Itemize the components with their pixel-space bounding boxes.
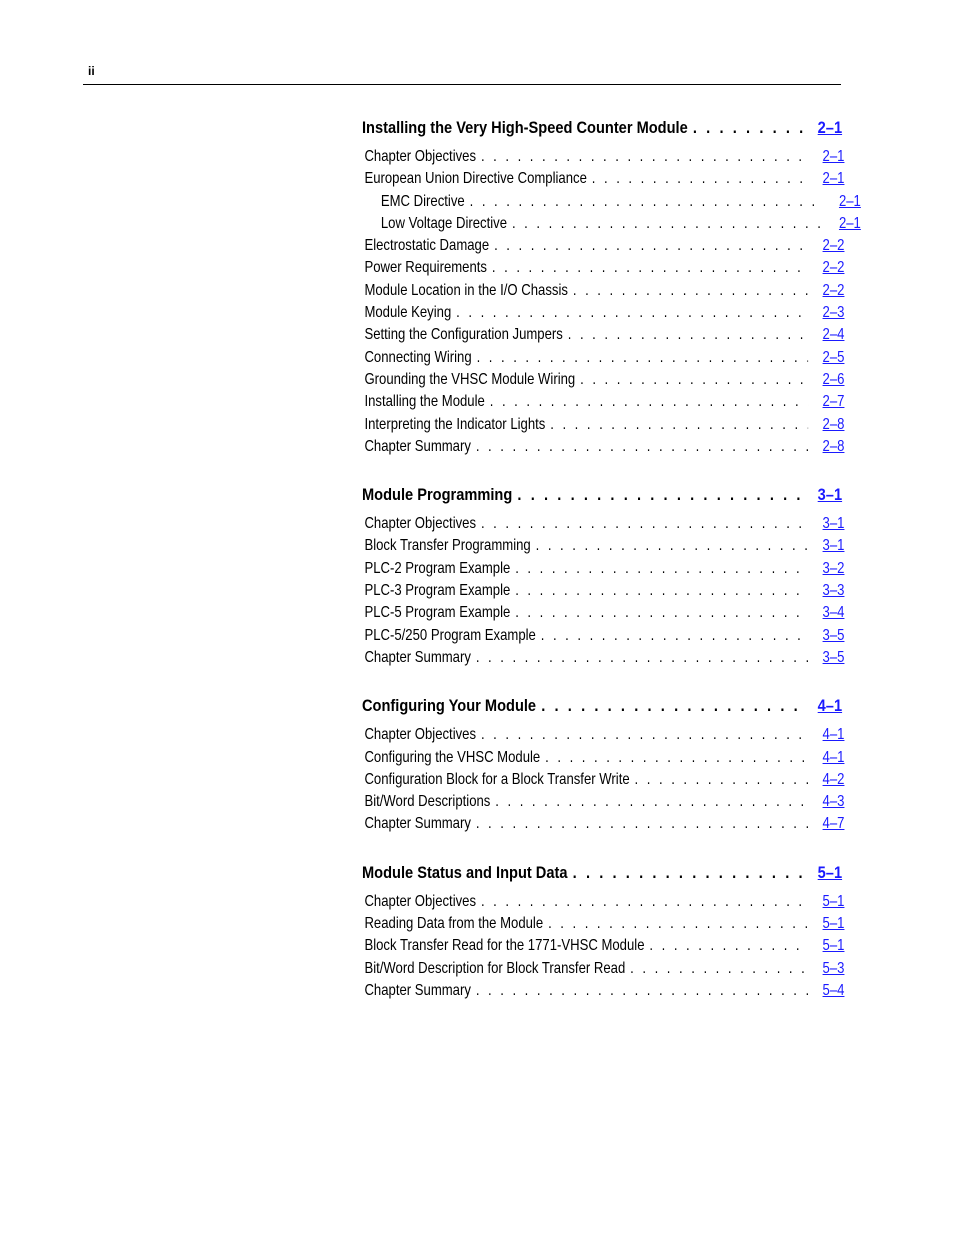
chapter-section xyxy=(362,485,845,671)
entry-page-link[interactable]: 2–8 xyxy=(822,437,845,455)
entry-title: Chapter Summary xyxy=(364,648,471,666)
dot-leader xyxy=(495,793,808,811)
chapter-title: Module Programming xyxy=(362,485,513,505)
entry-title: Block Transfer Read for the 1771-VHSC Module xyxy=(364,937,645,955)
entry-page-link[interactable]: 2–8 xyxy=(822,415,845,433)
dot-leader xyxy=(481,148,808,166)
chapter-page-link[interactable]: 5–1 xyxy=(817,862,843,882)
dot-leader xyxy=(470,193,825,211)
entry-title: Module Location in the I/O Chassis xyxy=(364,281,568,299)
table-of-contents xyxy=(362,118,861,1029)
entry-title: Interpreting the Indicator Lights xyxy=(364,415,546,433)
dot-leader xyxy=(630,960,808,978)
dot-leader xyxy=(693,118,804,138)
chapter-page-link[interactable]: 2–1 xyxy=(817,118,843,137)
entry-title: Chapter Summary xyxy=(364,815,471,833)
entry-page-link[interactable]: 3–3 xyxy=(822,582,845,600)
toc-entry xyxy=(362,148,844,170)
dot-leader xyxy=(515,604,808,622)
chapter-section xyxy=(362,118,861,460)
dot-leader xyxy=(490,393,809,411)
chapter-page-link[interactable]: 3–1 xyxy=(817,485,843,505)
dot-leader xyxy=(477,349,809,367)
entry-page-link[interactable]: 2–1 xyxy=(822,148,845,165)
entry-title: Power Requirements xyxy=(364,259,487,277)
entry-page-link[interactable]: 2–2 xyxy=(822,281,845,299)
toc-entry xyxy=(362,627,844,649)
toc-entry xyxy=(362,170,844,192)
toc-entry xyxy=(362,604,844,626)
toc-entry xyxy=(362,304,844,326)
dot-leader xyxy=(649,937,808,955)
chapter-page-link[interactable]: 4–1 xyxy=(817,696,843,716)
toc-entry xyxy=(362,537,844,559)
toc-entry xyxy=(362,282,844,304)
entry-page-link[interactable]: 5–3 xyxy=(822,959,845,977)
entry-title: Installing the Module xyxy=(364,393,485,411)
chapter-heading xyxy=(362,863,842,891)
entry-page-link[interactable]: 2–6 xyxy=(822,370,845,388)
entry-page-link[interactable]: 5–1 xyxy=(822,937,845,955)
dot-leader xyxy=(476,982,809,1000)
entry-page-link[interactable]: 2–5 xyxy=(822,348,845,366)
entry-title: Chapter Objectives xyxy=(364,148,477,165)
entry-title: Bit/Word Descriptions xyxy=(364,793,491,811)
dot-leader xyxy=(515,582,808,600)
entry-page-link[interactable]: 2–4 xyxy=(822,326,845,344)
toc-entry xyxy=(362,749,844,771)
dot-leader xyxy=(481,726,808,744)
entry-page-link[interactable]: 3–2 xyxy=(822,559,845,577)
entry-title: Connecting Wiring xyxy=(364,348,472,366)
entry-title: Configuration Block for a Block Transfer Write xyxy=(364,770,630,788)
dot-leader xyxy=(550,416,808,434)
toc-entry xyxy=(362,815,844,837)
dot-leader xyxy=(635,771,809,789)
dot-leader xyxy=(494,237,808,255)
chapter-heading xyxy=(362,485,842,513)
dot-leader xyxy=(481,515,808,533)
chapter-title: Installing the Very High-Speed Counter Module xyxy=(362,118,688,137)
entry-title: Electrostatic Damage xyxy=(364,237,490,255)
dot-leader xyxy=(476,649,809,667)
entry-page-link[interactable]: 3–4 xyxy=(822,604,845,622)
entry-page-link[interactable]: 4–1 xyxy=(822,726,845,744)
entry-title: Chapter Objectives xyxy=(364,726,477,744)
toc-entry xyxy=(362,915,844,937)
entry-page-link[interactable]: 2–1 xyxy=(838,192,861,210)
dot-leader xyxy=(573,282,809,300)
toc-entry xyxy=(362,349,844,371)
entry-title: Chapter Objectives xyxy=(364,892,477,910)
chapter-title: Configuring Your Module xyxy=(362,696,537,716)
toc-entry xyxy=(362,326,844,348)
toc-entry xyxy=(362,215,861,237)
entry-title: PLC-5/250 Program Example xyxy=(364,626,536,644)
toc-entry xyxy=(362,515,844,537)
toc-entry xyxy=(362,982,844,1004)
entry-title: Block Transfer Programming xyxy=(364,537,531,555)
entry-title: Configuring the VHSC Module xyxy=(364,748,541,766)
toc-entry xyxy=(362,416,844,438)
toc-entry xyxy=(362,893,844,915)
dot-leader xyxy=(568,326,809,344)
entry-title: EMC Directive xyxy=(380,192,465,210)
dot-leader xyxy=(573,863,805,883)
entry-page-link[interactable]: 3–5 xyxy=(822,648,845,666)
dot-leader xyxy=(476,815,809,833)
dot-leader xyxy=(517,485,804,505)
toc-entry xyxy=(362,793,844,815)
entry-title: Chapter Summary xyxy=(364,981,471,999)
entry-title: Chapter Objectives xyxy=(364,515,477,533)
entry-title: Low Voltage Directive xyxy=(380,214,508,232)
toc-entry xyxy=(362,438,844,460)
dot-leader xyxy=(515,560,808,578)
dot-leader xyxy=(545,749,808,767)
entry-title: PLC-5 Program Example xyxy=(364,604,511,622)
entry-title: Module Keying xyxy=(364,304,452,322)
toc-entry xyxy=(362,937,844,959)
entry-page-link[interactable]: 4–7 xyxy=(822,815,845,833)
entry-page-link[interactable]: 2–2 xyxy=(822,237,845,255)
toc-entry xyxy=(362,259,844,281)
toc-entry xyxy=(362,560,844,582)
entry-page-link[interactable]: 4–2 xyxy=(822,770,845,788)
dot-leader xyxy=(456,304,808,322)
toc-entry xyxy=(362,726,844,748)
chapter-title: Module Status and Input Data xyxy=(362,862,568,882)
dot-leader xyxy=(541,627,809,645)
entry-page-link[interactable]: 3–1 xyxy=(822,515,845,533)
dot-leader xyxy=(536,537,809,555)
dot-leader xyxy=(592,170,809,188)
entry-title: European Union Directive Compliance xyxy=(364,170,587,188)
toc-entry xyxy=(362,960,844,982)
toc-entry xyxy=(362,582,844,604)
entry-page-link[interactable]: 5–1 xyxy=(822,915,845,933)
entry-title: PLC-3 Program Example xyxy=(364,582,511,600)
dot-leader xyxy=(580,371,808,389)
entry-title: PLC-2 Program Example xyxy=(364,559,511,577)
entry-page-link[interactable]: 2–3 xyxy=(822,304,845,322)
entry-page-link[interactable]: 3–5 xyxy=(822,626,845,644)
toc-entry xyxy=(362,237,844,259)
dot-leader xyxy=(476,438,809,456)
entry-page-link[interactable]: 2–2 xyxy=(822,259,845,277)
toc-entry xyxy=(362,393,844,415)
entry-page-link[interactable]: 4–3 xyxy=(822,793,845,811)
entry-title: Reading Data from the Module xyxy=(364,915,544,933)
entry-page-link[interactable]: 2–1 xyxy=(838,214,861,232)
page-number: ii xyxy=(88,64,95,78)
entry-title: Bit/Word Description for Block Transfer Read xyxy=(364,959,626,977)
entry-page-link[interactable]: 5–4 xyxy=(822,981,845,999)
chapter-heading xyxy=(362,118,842,146)
toc-entry xyxy=(362,371,844,393)
toc-entry xyxy=(362,649,844,671)
dot-leader xyxy=(548,915,808,933)
chapter-heading xyxy=(362,696,842,724)
header-rule xyxy=(83,84,841,85)
dot-leader xyxy=(481,893,808,911)
chapter-section xyxy=(362,862,845,1004)
dot-leader xyxy=(492,259,808,277)
entry-page-link[interactable]: 4–1 xyxy=(822,748,845,766)
chapter-section xyxy=(362,696,845,837)
dot-leader xyxy=(541,696,804,716)
entry-page-link[interactable]: 5–1 xyxy=(822,892,845,910)
entry-title: Chapter Summary xyxy=(364,437,471,455)
entry-page-link[interactable]: 3–1 xyxy=(822,537,845,555)
entry-title: Setting the Configuration Jumpers xyxy=(364,326,563,344)
dot-leader xyxy=(512,215,825,233)
entry-page-link[interactable]: 2–7 xyxy=(822,393,845,411)
entry-page-link[interactable]: 2–1 xyxy=(822,170,845,188)
toc-entry xyxy=(362,771,844,793)
toc-entry xyxy=(362,193,861,215)
entry-title: Grounding the VHSC Module Wiring xyxy=(364,370,576,388)
